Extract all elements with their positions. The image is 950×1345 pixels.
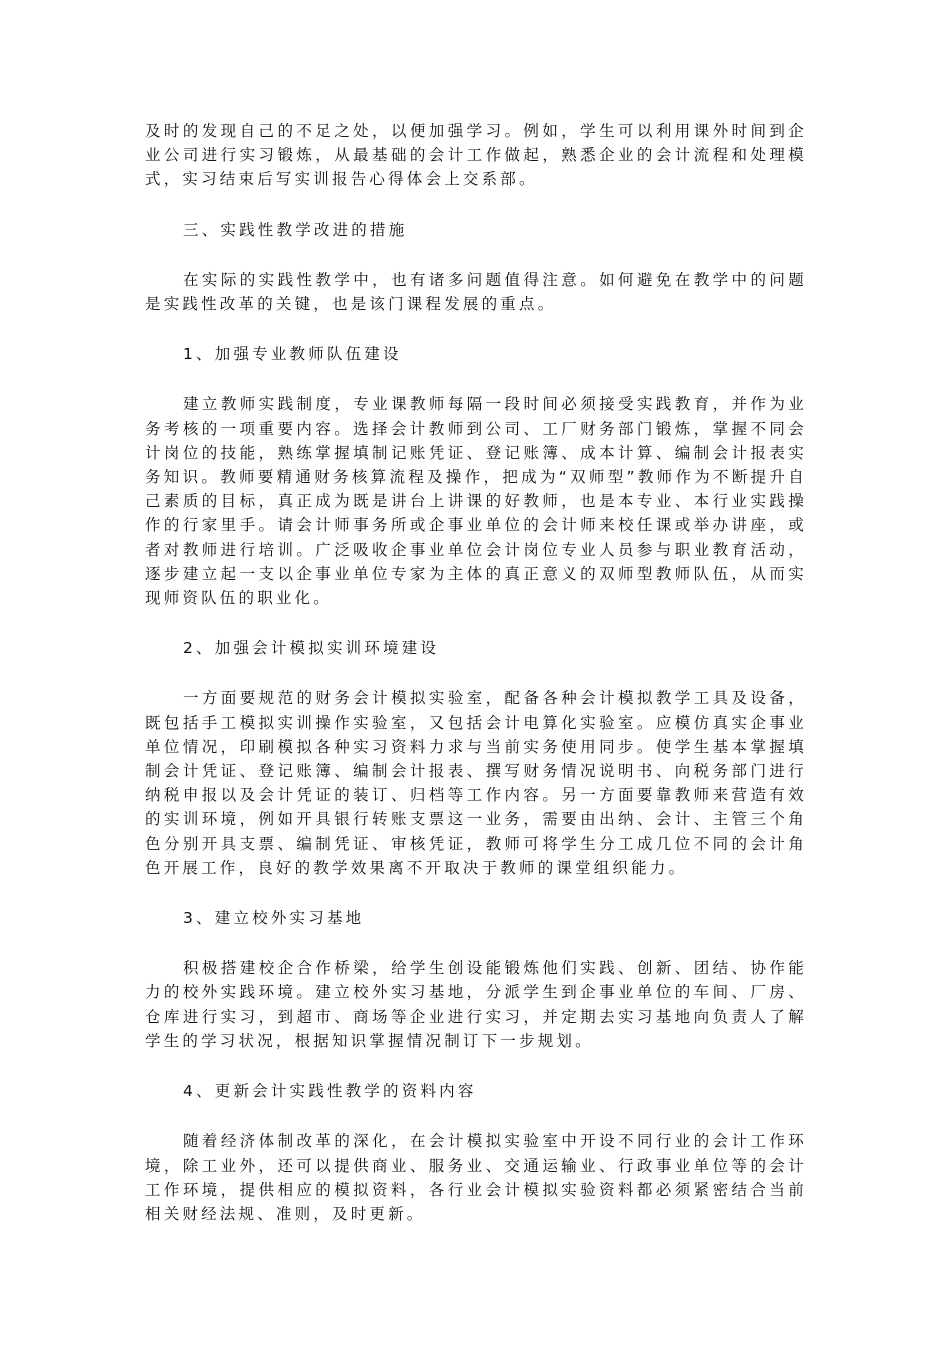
paragraph-update-materials: 随着经济体制改革的深化，在会计模拟实验室中开设不同行业的会计工作环境，除工业外，还可以提供商业、服务业、交通运输业、行政事业单位等的会计工作环境，提供相应的模拟资料，各行业会计模拟实验资料都必须紧密结合当前相关财经法规、准则，及时更新。 xyxy=(145,1132,807,1223)
subheading-update-materials: 4、更新会计实践性教学的资料内容 xyxy=(183,1082,477,1101)
paragraph-simulation-env: 一方面要规范的财务会计模拟实验室，配备各种会计模拟教学工具及设备，既包括手工模拟实训操作实验室，又包括会计电算化实验室。应模仿真实企事业单位情况，印刷模拟各种实习资料力求与当前实务使用同步。使学生基本掌握填制会计凭证、登记账簿、编制会计报表、撰写财务情况说明书、向税务部门进行纳税申报以及会计凭证的装订、归档等工作内容。另一方面要靠教师来营造有效的实训环境，例如开具银行转账支票这一业务，需要由出纳、会计、主管三个角色分别开具支票、编制凭证、审核凭证，教师可将学生分工成几位不同的会计角色开展工作，良好的教学效果离不开取决于教师的课堂组织能力。 xyxy=(145,689,807,877)
section-heading-measures: 三、实践性教学改进的措施 xyxy=(183,220,408,239)
intro-paragraph: 及时的发现自己的不足之处，以便加强学习。例如，学生可以利用课外时间到企业公司进行实习锻炼，从最基础的会计工作做起，熟悉企业的会计流程和处理模式，实习结束后写实训报告心得体会上交系部。 xyxy=(145,122,807,189)
subheading-internship-base: 3、建立校外实习基地 xyxy=(183,909,365,928)
paragraph-teacher-team: 建立教师实践制度，专业课教师每隔一段时间必须接受实践教育，并作为业务考核的一项重要内容。选择会计教师到公司、工厂财务部门锻炼，掌握不同会计岗位的技能，熟练掌握填制记账凭证、登记账簿、成本计算、编制会计报表实务知识。教师要精通财务核算流程及操作，把成为“双师型”教师作为不断提升自己素质的目标，真正成为既是讲台上讲课的好教师，也是本专业、本行业实践操作的行家里手。请会计师事务所或企事业单位的会计师来校任课或举办讲座，或者对教师进行培训。广泛吸收企事业单位会计岗位专业人员参与职业教育活动，逐步建立起一支以企事业单位专家为主体的真正意义的双师型教师队伍，从而实现师资队伍的职业化。 xyxy=(145,395,807,608)
section-intro-paragraph: 在实际的实践性教学中，也有诸多问题值得注意。如何避免在教学中的问题是实践性改革的关键，也是该门课程发展的重点。 xyxy=(145,270,807,314)
paragraph-internship-base: 积极搭建校企合作桥梁，给学生创设能锻炼他们实践、创新、团结、协作能力的校外实践环境。建立校外实习基地，分派学生到企事业单位的车间、厂房、仓库进行实习，到超市、商场等企业进行实习，并定期去实习基地向负责人了解学生的学习状况，根据知识掌握情况制订下一步规划。 xyxy=(145,959,807,1050)
subheading-simulation-env: 2、加强会计模拟实训环境建设 xyxy=(183,639,440,658)
subheading-teacher-team: 1、加强专业教师队伍建设 xyxy=(183,345,402,364)
document-page xyxy=(145,119,807,1226)
